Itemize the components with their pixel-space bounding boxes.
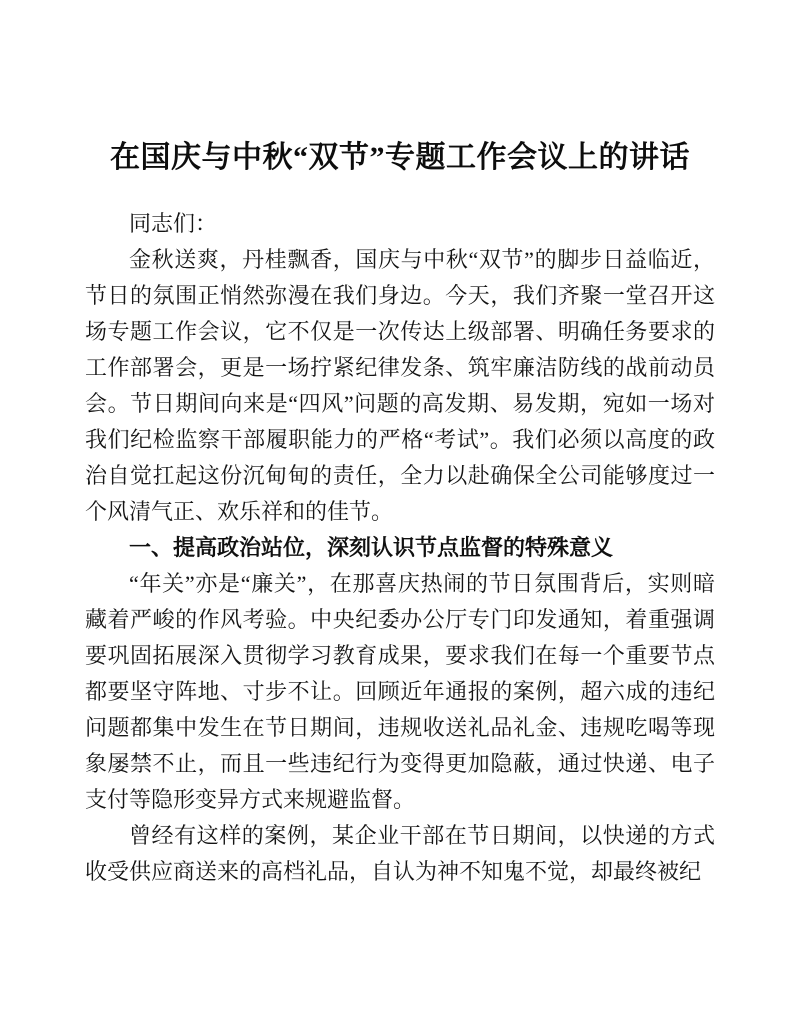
paragraph-case-example: 曾经有这样的案例，某企业干部在节日期间，以快递的方式收受供应商送来的高档礼品，自认为神不知鬼不觉，却最终被纪 (85, 823, 715, 884)
paragraph-opening: 金秋送爽，丹桂飘香，国庆与中秋“双节”的脚步日益临近，节日的氛围正悄然弥漫在我们身边。今天，我们齐聚一堂召开这场专题工作会议，它不仅是一次传达上级部署、明确任务要求的工作部署会，更是一场拧紧纪律发条、筑牢廉洁防线的战前动员会。节日期间向来是“四风”问题的高发期、易发期，宛如一场对我们纪检监察干部履职能力的严格“考试”。我们必须以高度的政治自觉扛起这份沉甸甸的责任，全力以赴确保全公司能够度过一个风清气正、欢乐祥和的佳节。 (85, 247, 715, 524)
salutation: 同志们： (129, 211, 218, 236)
section-heading-1: 一、提高政治站位，深刻认识节点监督的特殊意义 (129, 535, 614, 560)
document-body (85, 206, 715, 890)
paragraph-section-1-body: “年关”亦是“廉关”，在那喜庆热闹的节日氛围背后，实则暗藏着严峻的作风考验。中央纪委办公厅专门印发通知，着重强调要巩固拓展深入贯彻学习教育成果，要求我们在每一个重要节点都要坚守阵地、寸步不让。回顾近年通报的案例，超六成的违纪问题都集中发生在节日期间，违规收送礼品礼金、违规吃喝等现象屡禁不止，而且一些违纪行为变得更加隐蔽，通过快递、电子支付等隐形变异方式来规避监督。 (85, 571, 715, 812)
document-title: 在国庆与中秋“双节”专题工作会议上的讲话 (110, 141, 690, 174)
